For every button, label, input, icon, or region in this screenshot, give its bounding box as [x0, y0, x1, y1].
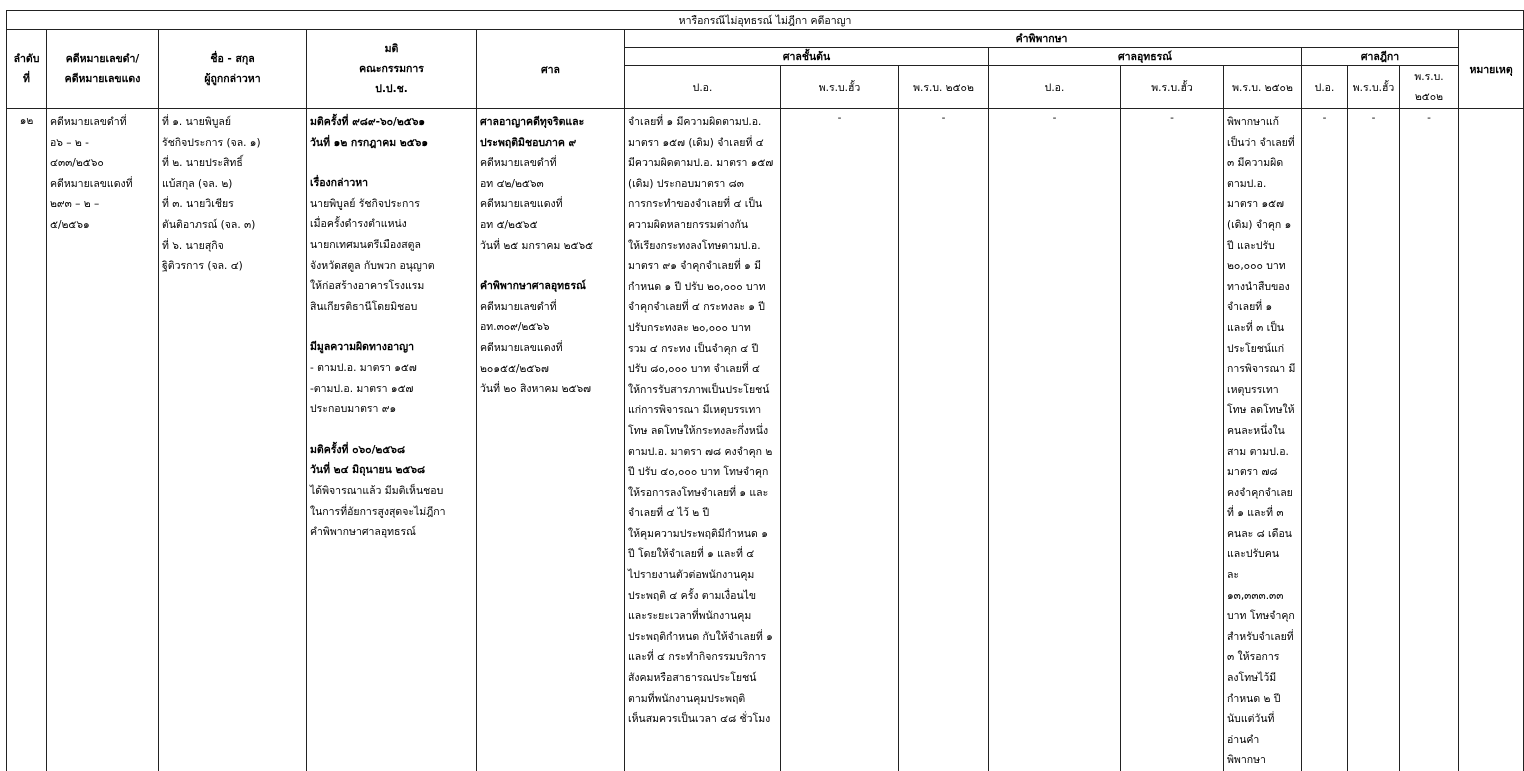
header-remark: หมายเหตุ: [1459, 30, 1524, 109]
court-1: คดีหมายเลขดำที่ อท ๔๒/๒๕๖๓ คดีหมายเลขแดงที่ อท ๕/๒๕๖๕ วันที่ ๒๕ มกราคม ๒๕๖๕: [480, 153, 621, 256]
row-accused: ที่ ๑. นายพิบูลย์ รัชกิจประการ (จล. ๑) ที่ ๒. นายประสิทธิ์ แบ้สกุล (จล. ๒) ที่ ๓. นายวิเชียร ตันติอาภรณ์ (จล. ๓) ที่ ๖. นายสุกิจ ฐิติวรการ (จล. ๔): [159, 109, 307, 771]
row-no: ๑๒: [7, 109, 47, 771]
row-court: [477, 109, 625, 771]
row-supreme-act-2502: -: [1400, 109, 1459, 771]
resolution-2-heading: มติครั้งที่ ๐๖๐/๒๕๖๘ วันที่ ๒๔ มิถุนายน ๒๕๖๘: [310, 440, 473, 481]
header-judgment: คำพิพากษา: [625, 30, 1459, 48]
resolution-matter-block: [310, 173, 473, 317]
resolution-finding: - ตามป.อ. มาตรา ๑๕๗ -ตามป.อ. มาตรา ๑๕๗ ประกอบมาตรา ๙๑: [310, 358, 473, 420]
resolution-finding-block: [310, 337, 473, 419]
resolution-2-block: [310, 440, 473, 543]
header-first-court: ศาลชั้นต้น: [625, 48, 989, 66]
court-2-heading: คำพิพากษาศาลอุทธรณ์: [480, 276, 621, 297]
resolution-1-heading: มติครั้งที่ ๙๘๙-๖๐/๒๕๖๑ วันที่ ๑๒ กรกฎาคม ๒๕๖๑: [310, 112, 473, 153]
table-row: [7, 109, 1524, 771]
header-appeal-po: ป.อ.: [989, 66, 1121, 109]
resolution-matter-heading: เรื่องกล่าวหา: [310, 173, 473, 194]
row-supreme-po: -: [1302, 109, 1348, 771]
table-title: หารือกรณีไม่อุทธรณ์ ไม่ฎีกา คดีอาญา: [7, 11, 1524, 30]
header-appeal-act-new: พ.ร.บ.ฮั้ว: [1121, 66, 1224, 109]
header-first-act-new: พ.ร.บ.ฮั้ว: [781, 66, 899, 109]
court-2: คดีหมายเลขดำที่ อท.๓๐๙/๒๕๖๖ คดีหมายเลขแดงที่ ๒๐๑๕๕/๒๕๖๗ วันที่ ๒๐ สิงหาคม ๒๕๖๗: [480, 297, 621, 400]
resolution-finding-heading: มีมูลความผิดทางอาญา: [310, 337, 473, 358]
header-supreme-po: ป.อ.: [1302, 66, 1348, 109]
row-appeal-po: -: [989, 109, 1121, 771]
header-court: ศาล: [477, 30, 625, 109]
row-first-act-new: -: [781, 109, 899, 771]
court-1-block: [480, 112, 621, 256]
row-remark: [1459, 109, 1524, 771]
header-supreme-court: ศาลฎีกา: [1302, 48, 1459, 66]
court-1-heading: ศาลอาญาคดีทุจริตและ ประพฤติมิชอบภาค ๙: [480, 112, 621, 153]
header-case-numbers: คดีหมายเลขดำ/ คดีหมายเลขแดง: [47, 30, 159, 109]
row-first-act-2502: -: [899, 109, 989, 771]
row-appeal-act-2502: พิพากษาแก้ เป็นว่า จำเลยที่ ๓ มีความผิด ตามป.อ. มาตรา ๑๕๗ (เดิม) จำคุก ๑ ปี และปรับ ๒๐,๐๐๐ บาท ทางนำสืบของ จำเลยที่ ๑ และที่ ๓ เป็น ประโยชน์แก่ การพิจารณา มี เหตุบรรเทา โทษ ลดโทษให้ คนละหนึ่งใน สาม ตามป.อ. มาตรา ๗๘ คงจำคุกจำเลย ที่ ๑ และที่ ๓ คนละ ๘ เดือน และปรับคน ละ ๑๓,๓๓๓.๓๓ บาท โทษจำคุก สำหรับจำเลยที่ ๓ ให้รอการ ลงโทษไว้มี กำหนด ๒ ปี นับแต่วันที่ อ่านคำพิพากษา: [1224, 109, 1302, 771]
case-table: [6, 10, 1524, 771]
header-resolution: มติ คณะกรรมการ ป.ป.ช.: [307, 30, 477, 109]
header-first-act-2502: พ.ร.บ. ๒๕๐๒: [899, 66, 989, 109]
row-resolution: [307, 109, 477, 771]
header-supreme-act-2502: พ.ร.บ. ๒๕๐๒: [1400, 66, 1459, 109]
resolution-2: ได้พิจารณาแล้ว มีมติเห็นชอบ ในการที่อัยการสูงสุดจะไม่ฎีกา คำพิพากษาศาลอุทธรณ์: [310, 481, 473, 543]
row-supreme-act-new: -: [1348, 109, 1400, 771]
row-first-po: จำเลยที่ ๑ มีความผิดตามป.อ. มาตรา ๑๕๗ (เดิม) จำเลยที่ ๔ มีความผิดตามป.อ. มาตรา ๑๕๗ (เดิม) ประกอบมาตรา ๘๓ การกระทำของจำเลยที่ ๔ เป็น ความผิดหลายกรรมต่างกัน ให้เรียงกระทงลงโทษตามป.อ. มาตรา ๙๑ จำคุกจำเลยที่ ๑ มี กำหนด ๑ ปี ปรับ ๒๐,๐๐๐ บาท จำคุกจำเลยที่ ๔ กระทงละ ๑ ปี ปรับกระทงละ ๒๐,๐๐๐ บาท รวม ๔ กระทง เป็นจำคุก ๔ ปี ปรับ ๘๐,๐๐๐ บาท จำเลยที่ ๔ ให้การรับสารภาพเป็นประโยชน์ แก่การพิจารณา มีเหตุบรรเทา โทษ ลดโทษให้กระทงละกึ่งหนึ่ง ตามป.อ. มาตรา ๗๘ คงจำคุก ๒ ปี ปรับ ๔๐,๐๐๐ บาท โทษจำคุก ให้รอการลงโทษจำเลยที่ ๑ และ จำเลยที่ ๔ ไว้ ๒ ปี ให้คุมความประพฤติมีกำหนด ๑ ปี โดยให้จำเลยที่ ๑ และที่ ๔ ไปรายงานตัวต่อพนักงานคุม ประพฤติ ๔ ครั้ง ตามเงื่อนไข และระยะเวลาที่พนักงานคุม ประพฤติกำหนด กับให้จำเลยที่ ๑ และที่ ๔ กระทำกิจกรรมบริการ สังคมหรือสาธารณประโยชน์ ตามที่พนักงานคุมประพฤติ เห็นสมควรเป็นเวลา ๔๘ ชั่วโมง: [625, 109, 781, 771]
header-no: ลำดับ ที่: [7, 30, 47, 109]
row-appeal-act-new: -: [1121, 109, 1224, 771]
header-first-po: ป.อ.: [625, 66, 781, 109]
court-2-block: [480, 276, 621, 400]
header-appeal-court: ศาลอุทธรณ์: [989, 48, 1302, 66]
header-supreme-act-new: พ.ร.บ.ฮั้ว: [1348, 66, 1400, 109]
resolution-matter: นายพิบูลย์ รัชกิจประการ เมื่อครั้งดำรงตำแหน่ง นายกเทศมนตรีเมืองสตูล จังหวัดสตูล กับพวก อนุญาต ให้ก่อสร้างอาคารโรงแรม สินเกียรติธานีโดยมิชอบ: [310, 194, 473, 318]
header-accused: ชื่อ - สกุล ผู้ถูกกล่าวหา: [159, 30, 307, 109]
header-appeal-act-2502: พ.ร.บ. ๒๕๐๒: [1224, 66, 1302, 109]
row-case-numbers: คดีหมายเลขดำที่ อ๖ – ๒ - ๔๓๓/๒๕๖๐ คดีหมายเลขแดงที่ ๒๙๓ – ๒ – ๕/๒๕๖๑: [47, 109, 159, 771]
case-table-container: [6, 10, 1503, 759]
